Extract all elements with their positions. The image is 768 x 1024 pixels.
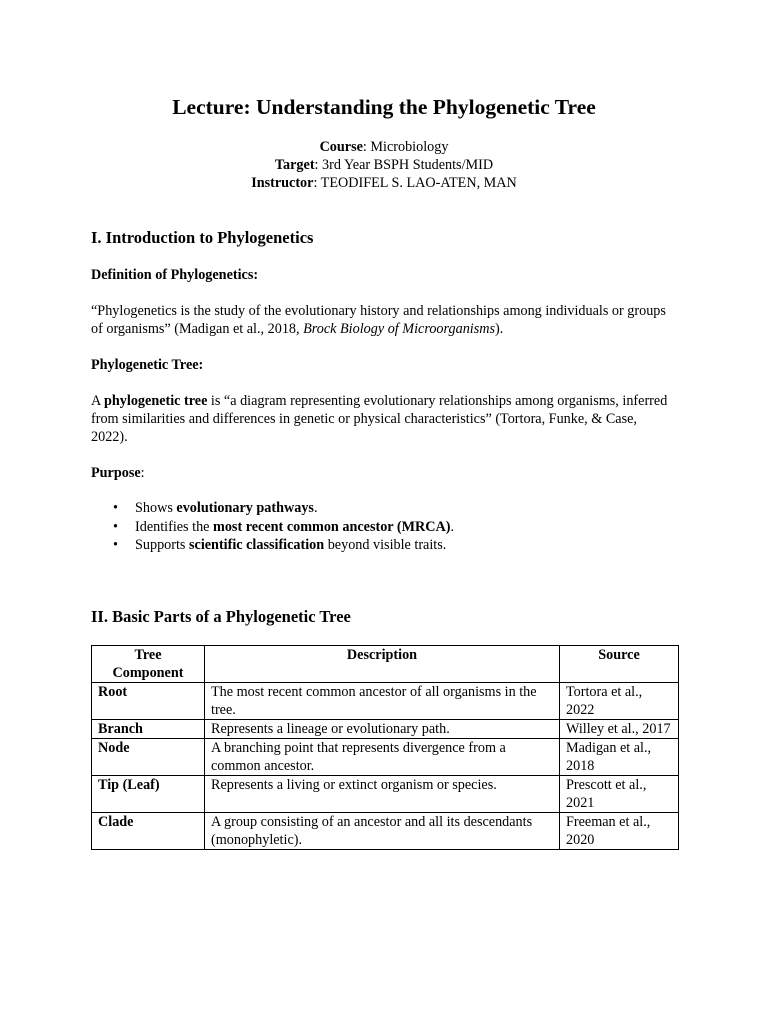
purpose-list — [91, 499, 677, 555]
definition-text-1: “Phylogenetics is the study of the evolutionary history and relationships among individuals or groups of organisms” (Madigan et al., 2018, — [91, 303, 666, 337]
header-source: Source — [560, 646, 679, 683]
purpose-item-text: . — [450, 518, 455, 535]
purpose-item-text: beyond visible traits. — [324, 537, 447, 553]
phylogenetic-tree-paragraph — [91, 392, 677, 446]
purpose-item-emphasis: scientific classification — [189, 537, 325, 553]
purpose-item — [91, 536, 677, 555]
table-row — [92, 776, 679, 813]
table-header-row — [92, 646, 679, 683]
cell-source: Freeman et al., 2020 — [560, 813, 679, 850]
purpose-item-text: Identifies the — [135, 518, 214, 535]
cell-component: Root — [92, 683, 205, 720]
purpose-colon: : — [140, 465, 145, 481]
cell-component: Clade — [92, 813, 205, 850]
table-row — [92, 739, 679, 776]
section-1-heading: I. Introduction to Phylogenetics — [91, 228, 314, 247]
cell-source: Madigan et al., 2018 — [560, 739, 679, 776]
cell-component: Tip (Leaf) — [92, 776, 205, 813]
course-label: Course — [319, 139, 363, 155]
target-value: : 3rd Year BSPH Students/MID — [314, 157, 494, 173]
cell-source: Tortora et al., 2022 — [560, 683, 679, 720]
phylogenetic-tree-label: Phylogenetic Tree: — [91, 357, 204, 373]
target-label: Target — [274, 157, 315, 173]
course-value: : Microbiology — [362, 139, 449, 155]
purpose-item — [91, 518, 677, 537]
tree-term: phylogenetic tree — [104, 393, 208, 409]
purpose-line — [91, 464, 677, 482]
instructor-line — [0, 174, 768, 192]
purpose-label: Purpose — [91, 465, 141, 481]
cell-description: Represents a living or extinct organism or species. — [205, 776, 560, 813]
tree-text-1: A — [91, 393, 105, 409]
cell-description: A branching point that represents divergence from a common ancestor. — [205, 739, 560, 776]
cell-component: Node — [92, 739, 205, 776]
cell-source: Prescott et al., 2021 — [560, 776, 679, 813]
tree-text-2: is “a diagram representing evolutionary relationships among organisms, inferred from similarities and differences in genetic or physical characteristics” (Tortora, Funke, & Case, 2022). — [91, 393, 668, 445]
purpose-item-text: Shows — [135, 500, 177, 516]
cell-description: A group consisting of an ancestor and all its descendants (monophyletic). — [205, 813, 560, 850]
definition-book-title: Brock Biology of Microorganisms — [303, 321, 496, 337]
instructor-label: Instructor — [251, 175, 314, 191]
section-2-heading: II. Basic Parts of a Phylogenetic Tree — [91, 607, 351, 626]
cell-description: Represents a lineage or evolutionary path. — [205, 720, 560, 739]
purpose-item-emphasis: most recent common ancestor (MRCA) — [213, 518, 451, 535]
tree-parts-table-wrapper — [91, 645, 677, 850]
header-description: Description — [205, 646, 560, 683]
page-title: Lecture: Understanding the Phylogenetic Tree — [172, 95, 596, 119]
definition-paragraph — [91, 302, 677, 338]
cell-description: The most recent common ancestor of all organisms in the tree. — [205, 683, 560, 720]
table-row — [92, 683, 679, 720]
tree-parts-table — [91, 645, 679, 850]
cell-component: Branch — [92, 720, 205, 739]
header-tree-component: Tree Component — [92, 646, 205, 683]
purpose-item-text: . — [313, 500, 318, 516]
purpose-item-text: Supports — [135, 537, 189, 553]
course-line — [0, 138, 768, 156]
instructor-value: : TEODIFEL S. LAO-ATEN, MAN — [313, 175, 517, 191]
cell-source: Willey et al., 2017 — [560, 720, 679, 739]
table-row — [92, 720, 679, 739]
purpose-item-emphasis: evolutionary pathways — [176, 500, 314, 516]
course-meta — [0, 138, 768, 192]
purpose-item — [91, 499, 677, 518]
table-row — [92, 813, 679, 850]
definition-label: Definition of Phylogenetics: — [91, 267, 259, 283]
definition-text-2: ). — [495, 321, 504, 337]
target-line — [0, 156, 768, 174]
